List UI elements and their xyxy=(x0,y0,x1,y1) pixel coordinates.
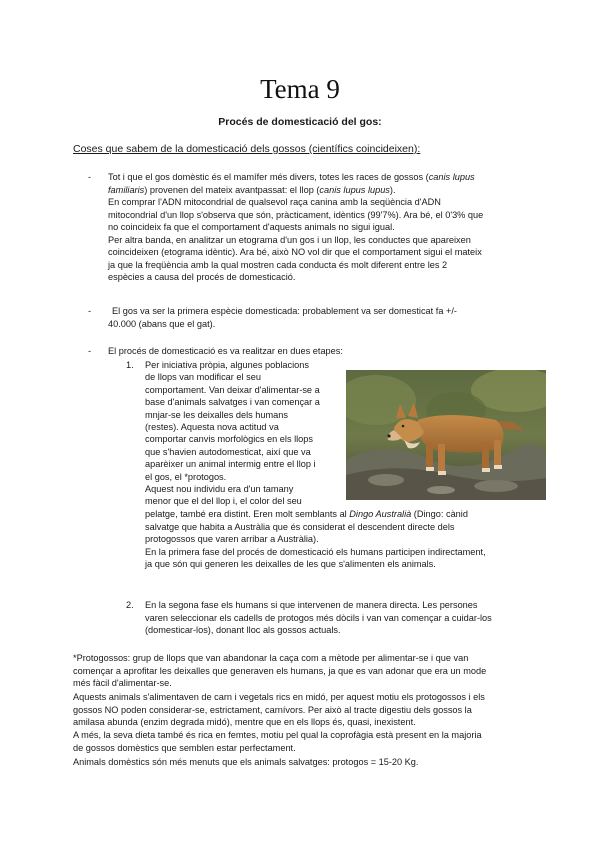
paragraph-line xyxy=(108,171,475,183)
list-number: 1. xyxy=(126,360,134,370)
page-subtitle: Procés de domesticació del gos: xyxy=(218,116,382,128)
text-span: (Dingo: cànid xyxy=(411,509,468,519)
paragraph-line: (domesticar-los), donant lloc als gossos actuals. xyxy=(145,625,341,635)
paragraph-line: de llops van modificar el seu xyxy=(145,372,261,383)
paragraph-line: salvatge que habita a Austràlia que és considerat el descendent directe dels xyxy=(145,521,455,532)
paragraph-line: varen seleccionar els cadells de protogos més dòcils i van van començar a cuidar-los xyxy=(145,612,492,623)
paragraph-line: 40.000 (abans que el gat). xyxy=(108,319,216,329)
paragraph-line: ja que són qui generen les deixalles de les que s'alimenten els animals. xyxy=(145,559,436,569)
species-name: canis lupus lupus xyxy=(319,184,390,195)
paragraph-line: (restes). Aquesta nova actitud va xyxy=(145,422,279,432)
paragraph-line xyxy=(145,508,468,520)
paragraph-line: El gos va ser la primera espècie domesticada: probablement va ser domesticat fa +/- xyxy=(112,306,457,316)
bullet-marker: - xyxy=(88,172,92,182)
page-title: Tema 9 xyxy=(260,74,340,104)
species-name: canis lupus xyxy=(428,172,475,182)
footnote-line: amilasa abunda (enzim degrada midó), mentre que en els llops és, quasi, inexistent. xyxy=(73,717,416,727)
paragraph-line xyxy=(108,184,396,196)
species-name: Dingo Australià xyxy=(349,509,412,519)
species-name: familiaris xyxy=(108,184,145,195)
paragraph-line: base d'animals salvatges i van començar a xyxy=(145,397,320,408)
text-span: ). xyxy=(389,184,396,195)
paragraph-line: En la segona fase els humans si que intervenen de manera directa. Les persones xyxy=(145,600,478,610)
paragraph-line: comportar canvis morfològics en els llops xyxy=(145,434,313,445)
paragraph-line: no coincideix fa que el comportament d'aquests animals no sigui igual. xyxy=(108,222,395,232)
paragraph-line: En la primera fase del procés de domesticació els humans participen indirectament, xyxy=(145,546,486,557)
paragraph-line: Per iniciativa pròpia, algunes poblacions xyxy=(145,360,309,370)
paragraph-line: que s'havien autodomesticat, així que va xyxy=(145,446,311,457)
paragraph-line: protogossos que varen arribar a Austràlia). xyxy=(145,534,319,544)
text-span: pelatge, també era distint. Eren molt semblants al xyxy=(145,509,350,519)
paragraph-line: Aquest nou individu era d'un tamany xyxy=(145,484,294,494)
list-number: 2. xyxy=(126,600,134,610)
paragraph-line: comportament. Van deixar d'alimentar-se a xyxy=(145,384,320,395)
footnote-line: gossos NO poden considerar-se, estrictament, carnívors. Per això al tracte digestiu dels gossos la xyxy=(73,704,472,715)
paragraph-line: ja que la freqüència amb la qual mostren cada conducta és molt diferent entre les 2 xyxy=(108,259,448,270)
paragraph-line: El procés de domesticació es va realitzar en dues etapes: xyxy=(108,346,343,356)
footnote-line: Animals domèstics són més menuts que els animals salvatges: protogos = 15-20 Kg. xyxy=(73,757,419,767)
paragraph-line: En comprar l'ADN mitocondrial de qualsevol raça canina amb la seqüència d'ADN xyxy=(108,197,441,207)
dingo-illustration xyxy=(346,370,546,500)
paragraph-line: menor que el del llop i, el color del seu xyxy=(145,496,302,507)
text-span: ) provenen del mateix avantpassat: el llop ( xyxy=(144,184,320,195)
bullet-marker: - xyxy=(88,306,92,316)
paragraph-line: Per altra banda, en analitzar un etograma d'un gos i un llop, les conductes que apareixen xyxy=(108,234,471,245)
footnote-line: de gossos domèstics que semblen estar perfectament. xyxy=(73,742,296,753)
paragraph-line: aparèixer un animal intermig entre el llop i xyxy=(145,459,316,470)
paragraph-line: coincideixen (etograma idèntic). Ara bé, això NO vol dir que el comportament sigui el mateix xyxy=(108,247,482,257)
footnote-line: A més, la seva dieta també és rica en femtes, motiu pel qual la coprofàgia està present en la majoria xyxy=(73,730,482,740)
footnote-line: començar a aprofitar les deixalles que generaven els humans, ja que es van adonar que era un mode xyxy=(73,665,487,676)
paragraph-line: el gos, el *protogos. xyxy=(145,471,227,482)
paragraph-line: espècies a causa del procés de domesticació. xyxy=(108,272,296,282)
section-heading: Coses que sabem de la domesticació dels gossos (científics coincideixen): xyxy=(73,143,421,155)
footnote-line: *Protogossos: grup de llops que van abandonar la caça com a mètode per alimentar-se i que van xyxy=(73,653,469,663)
bullet-marker: - xyxy=(88,346,92,356)
footnote-line: Aquests animals s'alimentaven de carn i vegetals rics en midó, per aquest motiu els protogossos i els xyxy=(73,692,485,702)
footnote-line: més fàcil d'alimentar-se. xyxy=(73,678,172,688)
paragraph-line: mitocondrial d'un llop s'observa que són, pràcticament, idèntics (99'7%). Ara bé, el 0'3% que xyxy=(108,209,484,220)
paragraph-line: mnjar-se les deixalles dels humans xyxy=(145,409,288,420)
dingo-photo xyxy=(346,370,546,500)
text-span: Tot i que el gos domèstic és el mamífer més divers, totes les races de gossos ( xyxy=(108,172,429,182)
